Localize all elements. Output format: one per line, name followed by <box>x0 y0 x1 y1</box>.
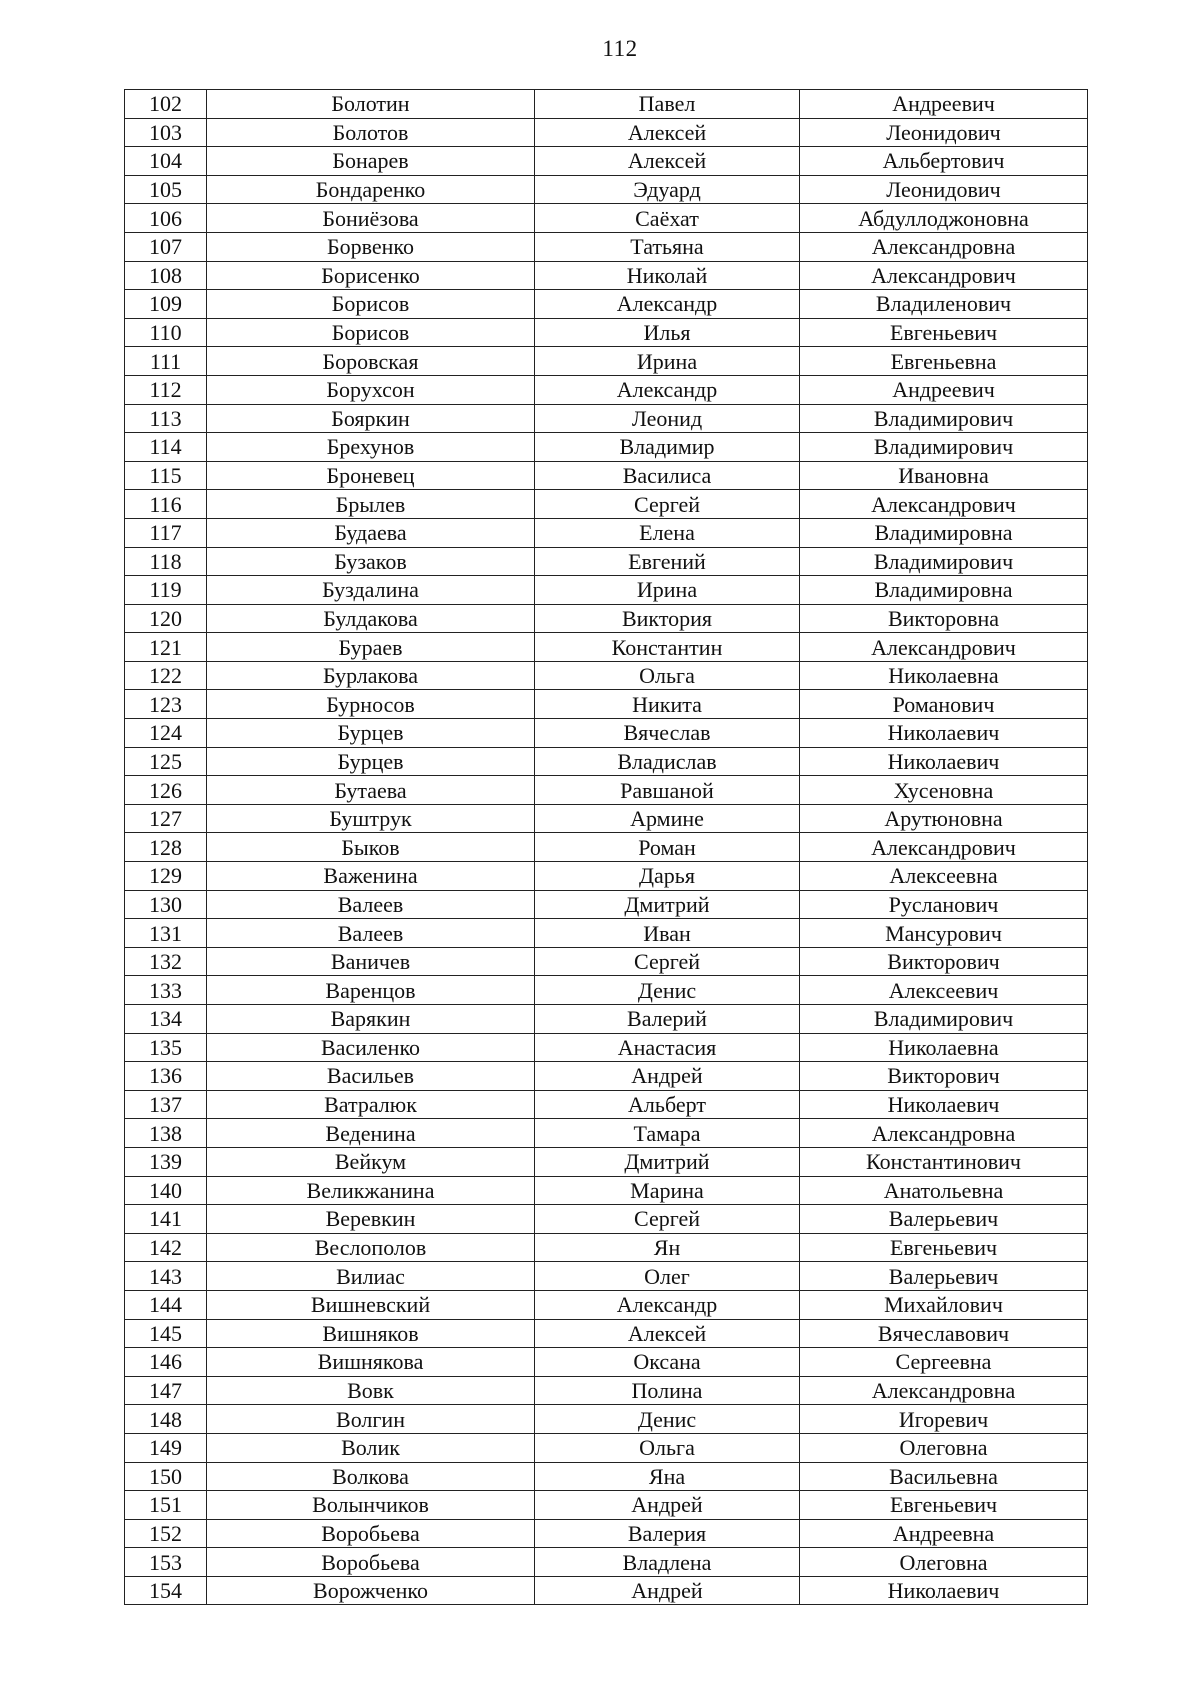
table-row <box>125 1348 1088 1377</box>
last-name-cell: Бояркин <box>207 404 535 433</box>
table-row <box>125 1090 1088 1119</box>
patronymic-cell: Валерьевич <box>800 1262 1088 1291</box>
row-number-cell: 121 <box>125 633 207 662</box>
last-name-cell: Василенко <box>207 1033 535 1062</box>
row-number-cell: 147 <box>125 1376 207 1405</box>
first-name-cell: Алексей <box>535 118 800 147</box>
first-name-cell: Ирина <box>535 576 800 605</box>
row-number-cell: 120 <box>125 604 207 633</box>
first-name-cell: Николай <box>535 261 800 290</box>
row-number-cell: 129 <box>125 862 207 891</box>
first-name-cell: Анастасия <box>535 1033 800 1062</box>
row-number-cell: 102 <box>125 90 207 119</box>
last-name-cell: Борисенко <box>207 261 535 290</box>
last-name-cell: Валеев <box>207 890 535 919</box>
last-name-cell: Вовк <box>207 1376 535 1405</box>
last-name-cell: Волгин <box>207 1405 535 1434</box>
first-name-cell: Ольга <box>535 1433 800 1462</box>
patronymic-cell: Евгеньевич <box>800 318 1088 347</box>
first-name-cell: Владимир <box>535 433 800 462</box>
row-number-cell: 109 <box>125 290 207 319</box>
row-number-cell: 135 <box>125 1033 207 1062</box>
first-name-cell: Сергей <box>535 1205 800 1234</box>
last-name-cell: Важенина <box>207 862 535 891</box>
table-row <box>125 690 1088 719</box>
last-name-cell: Бузаков <box>207 547 535 576</box>
table-row <box>125 719 1088 748</box>
first-name-cell: Денис <box>535 1405 800 1434</box>
last-name-cell: Броневец <box>207 461 535 490</box>
row-number-cell: 133 <box>125 976 207 1005</box>
table-row <box>125 976 1088 1005</box>
patronymic-cell: Викторовна <box>800 604 1088 633</box>
last-name-cell: Валеев <box>207 919 535 948</box>
first-name-cell: Константин <box>535 633 800 662</box>
patronymic-cell: Хусеновна <box>800 776 1088 805</box>
table-row <box>125 1233 1088 1262</box>
first-name-cell: Андрей <box>535 1576 800 1605</box>
row-number-cell: 137 <box>125 1090 207 1119</box>
last-name-cell: Боровская <box>207 347 535 376</box>
table-row <box>125 1376 1088 1405</box>
patronymic-cell: Алексеевич <box>800 976 1088 1005</box>
last-name-cell: Васильев <box>207 1062 535 1091</box>
first-name-cell: Алексей <box>535 1319 800 1348</box>
row-number-cell: 146 <box>125 1348 207 1377</box>
row-number-cell: 138 <box>125 1119 207 1148</box>
last-name-cell: Брехунов <box>207 433 535 462</box>
last-name-cell: Веревкин <box>207 1205 535 1234</box>
first-name-cell: Альберт <box>535 1090 800 1119</box>
table-row <box>125 261 1088 290</box>
patronymic-cell: Алексеевна <box>800 862 1088 891</box>
table-row <box>125 1119 1088 1148</box>
first-name-cell: Оксана <box>535 1348 800 1377</box>
patronymic-cell: Викторович <box>800 1062 1088 1091</box>
last-name-cell: Волкова <box>207 1462 535 1491</box>
table-row <box>125 375 1088 404</box>
row-number-cell: 152 <box>125 1519 207 1548</box>
patronymic-cell: Викторович <box>800 947 1088 976</box>
table-row <box>125 776 1088 805</box>
last-name-cell: Ворожченко <box>207 1576 535 1605</box>
first-name-cell: Ирина <box>535 347 800 376</box>
first-name-cell: Евгений <box>535 547 800 576</box>
last-name-cell: Бурлакова <box>207 661 535 690</box>
first-name-cell: Денис <box>535 976 800 1005</box>
row-number-cell: 106 <box>125 204 207 233</box>
table-row <box>125 661 1088 690</box>
patronymic-cell: Владимирович <box>800 433 1088 462</box>
patronymic-cell: Владимирович <box>800 404 1088 433</box>
table-row <box>125 518 1088 547</box>
row-number-cell: 122 <box>125 661 207 690</box>
patronymic-cell: Владимирович <box>800 1005 1088 1034</box>
last-name-cell: Варякин <box>207 1005 535 1034</box>
patronymic-cell: Николаевич <box>800 1090 1088 1119</box>
first-name-cell: Валерий <box>535 1005 800 1034</box>
patronymic-cell: Анатольевна <box>800 1176 1088 1205</box>
patronymic-cell: Владимировна <box>800 518 1088 547</box>
table-row <box>125 947 1088 976</box>
first-name-cell: Дмитрий <box>535 1147 800 1176</box>
table-row <box>125 490 1088 519</box>
table-row <box>125 404 1088 433</box>
patronymic-cell: Ивановна <box>800 461 1088 490</box>
first-name-cell: Дмитрий <box>535 890 800 919</box>
first-name-cell: Валерия <box>535 1519 800 1548</box>
first-name-cell: Павел <box>535 90 800 119</box>
table-row <box>125 290 1088 319</box>
row-number-cell: 139 <box>125 1147 207 1176</box>
first-name-cell: Яна <box>535 1462 800 1491</box>
first-name-cell: Василиса <box>535 461 800 490</box>
last-name-cell: Бондаренко <box>207 175 535 204</box>
row-number-cell: 124 <box>125 719 207 748</box>
table-row <box>125 147 1088 176</box>
patronymic-cell: Альбертович <box>800 147 1088 176</box>
first-name-cell: Равшаной <box>535 776 800 805</box>
patronymic-cell: Владимировна <box>800 576 1088 605</box>
patronymic-cell: Олеговна <box>800 1548 1088 1577</box>
last-name-cell: Будаева <box>207 518 535 547</box>
first-name-cell: Олег <box>535 1262 800 1291</box>
row-number-cell: 153 <box>125 1548 207 1577</box>
row-number-cell: 128 <box>125 833 207 862</box>
row-number-cell: 119 <box>125 576 207 605</box>
patronymic-cell: Мансурович <box>800 919 1088 948</box>
last-name-cell: Бурцев <box>207 747 535 776</box>
first-name-cell: Вячеслав <box>535 719 800 748</box>
page-number: 112 <box>602 36 638 61</box>
table-row <box>125 175 1088 204</box>
last-name-cell: Борисов <box>207 290 535 319</box>
last-name-cell: Великжанина <box>207 1176 535 1205</box>
table-row <box>125 1462 1088 1491</box>
table-row <box>125 90 1088 119</box>
row-number-cell: 103 <box>125 118 207 147</box>
table-row <box>125 1033 1088 1062</box>
first-name-cell: Полина <box>535 1376 800 1405</box>
first-name-cell: Сергей <box>535 947 800 976</box>
first-name-cell: Сергей <box>535 490 800 519</box>
last-name-cell: Буштрук <box>207 804 535 833</box>
table-row <box>125 232 1088 261</box>
first-name-cell: Алексей <box>535 147 800 176</box>
patronymic-cell: Евгеньевна <box>800 347 1088 376</box>
first-name-cell: Виктория <box>535 604 800 633</box>
last-name-cell: Бурцев <box>207 719 535 748</box>
table-row <box>125 1205 1088 1234</box>
patronymic-cell: Сергеевна <box>800 1348 1088 1377</box>
roster-table <box>124 89 1088 1605</box>
first-name-cell: Александр <box>535 290 800 319</box>
patronymic-cell: Александровна <box>800 1376 1088 1405</box>
table-row <box>125 461 1088 490</box>
table-row <box>125 433 1088 462</box>
row-number-cell: 105 <box>125 175 207 204</box>
first-name-cell: Ольга <box>535 661 800 690</box>
last-name-cell: Ваничев <box>207 947 535 976</box>
last-name-cell: Веслополов <box>207 1233 535 1262</box>
table-row <box>125 318 1088 347</box>
last-name-cell: Бониёзова <box>207 204 535 233</box>
row-number-cell: 107 <box>125 232 207 261</box>
row-number-cell: 134 <box>125 1005 207 1034</box>
patronymic-cell: Романович <box>800 690 1088 719</box>
last-name-cell: Воробьева <box>207 1548 535 1577</box>
patronymic-cell: Арутюновна <box>800 804 1088 833</box>
table-row <box>125 1519 1088 1548</box>
patronymic-cell: Александрович <box>800 633 1088 662</box>
table-row <box>125 1576 1088 1605</box>
row-number-cell: 114 <box>125 433 207 462</box>
row-number-cell: 154 <box>125 1576 207 1605</box>
patronymic-cell: Михайлович <box>800 1290 1088 1319</box>
first-name-cell: Владлена <box>535 1548 800 1577</box>
patronymic-cell: Евгеньевич <box>800 1233 1088 1262</box>
last-name-cell: Вишневский <box>207 1290 535 1319</box>
patronymic-cell: Андреевич <box>800 90 1088 119</box>
row-number-cell: 116 <box>125 490 207 519</box>
table-row <box>125 1319 1088 1348</box>
first-name-cell: Татьяна <box>535 232 800 261</box>
row-number-cell: 131 <box>125 919 207 948</box>
table-row <box>125 747 1088 776</box>
last-name-cell: Варенцов <box>207 976 535 1005</box>
first-name-cell: Илья <box>535 318 800 347</box>
row-number-cell: 117 <box>125 518 207 547</box>
table-row <box>125 118 1088 147</box>
first-name-cell: Леонид <box>535 404 800 433</box>
patronymic-cell: Васильевна <box>800 1462 1088 1491</box>
last-name-cell: Борвенко <box>207 232 535 261</box>
patronymic-cell: Александрович <box>800 261 1088 290</box>
table-row <box>125 604 1088 633</box>
last-name-cell: Волик <box>207 1433 535 1462</box>
row-number-cell: 127 <box>125 804 207 833</box>
table-row <box>125 1262 1088 1291</box>
patronymic-cell: Александрович <box>800 490 1088 519</box>
table-row <box>125 862 1088 891</box>
last-name-cell: Бураев <box>207 633 535 662</box>
first-name-cell: Андрей <box>535 1062 800 1091</box>
row-number-cell: 144 <box>125 1290 207 1319</box>
row-number-cell: 125 <box>125 747 207 776</box>
table-row <box>125 1491 1088 1520</box>
first-name-cell: Елена <box>535 518 800 547</box>
patronymic-cell: Александрович <box>800 833 1088 862</box>
table-row <box>125 1290 1088 1319</box>
row-number-cell: 126 <box>125 776 207 805</box>
first-name-cell: Ян <box>535 1233 800 1262</box>
last-name-cell: Борисов <box>207 318 535 347</box>
table-row <box>125 804 1088 833</box>
first-name-cell: Александр <box>535 375 800 404</box>
row-number-cell: 149 <box>125 1433 207 1462</box>
last-name-cell: Вишнякова <box>207 1348 535 1377</box>
patronymic-cell: Олеговна <box>800 1433 1088 1462</box>
first-name-cell: Марина <box>535 1176 800 1205</box>
row-number-cell: 140 <box>125 1176 207 1205</box>
row-number-cell: 148 <box>125 1405 207 1434</box>
last-name-cell: Вишняков <box>207 1319 535 1348</box>
patronymic-cell: Николаевич <box>800 1576 1088 1605</box>
table-row <box>125 919 1088 948</box>
patronymic-cell: Николаевна <box>800 661 1088 690</box>
first-name-cell: Дарья <box>535 862 800 891</box>
patronymic-cell: Русланович <box>800 890 1088 919</box>
table-row <box>125 1062 1088 1091</box>
row-number-cell: 110 <box>125 318 207 347</box>
patronymic-cell: Вячеславович <box>800 1319 1088 1348</box>
first-name-cell: Владислав <box>535 747 800 776</box>
row-number-cell: 145 <box>125 1319 207 1348</box>
row-number-cell: 104 <box>125 147 207 176</box>
patronymic-cell: Андреевна <box>800 1519 1088 1548</box>
table-row <box>125 576 1088 605</box>
roster-body <box>125 90 1088 1605</box>
patronymic-cell: Николаевна <box>800 1033 1088 1062</box>
table-row <box>125 633 1088 662</box>
row-number-cell: 123 <box>125 690 207 719</box>
first-name-cell: Иван <box>535 919 800 948</box>
table-row <box>125 1548 1088 1577</box>
last-name-cell: Быков <box>207 833 535 862</box>
last-name-cell: Веденина <box>207 1119 535 1148</box>
patronymic-cell: Абдуллоджоновна <box>800 204 1088 233</box>
last-name-cell: Буздалина <box>207 576 535 605</box>
row-number-cell: 142 <box>125 1233 207 1262</box>
last-name-cell: Вейкум <box>207 1147 535 1176</box>
patronymic-cell: Игоревич <box>800 1405 1088 1434</box>
table-row <box>125 347 1088 376</box>
row-number-cell: 150 <box>125 1462 207 1491</box>
first-name-cell: Тамара <box>535 1119 800 1148</box>
patronymic-cell: Владимирович <box>800 547 1088 576</box>
row-number-cell: 111 <box>125 347 207 376</box>
row-number-cell: 112 <box>125 375 207 404</box>
last-name-cell: Болотин <box>207 90 535 119</box>
table-row <box>125 1405 1088 1434</box>
row-number-cell: 141 <box>125 1205 207 1234</box>
patronymic-cell: Леонидович <box>800 175 1088 204</box>
patronymic-cell: Константинович <box>800 1147 1088 1176</box>
last-name-cell: Воробьева <box>207 1519 535 1548</box>
patronymic-cell: Николаевич <box>800 719 1088 748</box>
row-number-cell: 113 <box>125 404 207 433</box>
row-number-cell: 136 <box>125 1062 207 1091</box>
last-name-cell: Болотов <box>207 118 535 147</box>
last-name-cell: Бурносов <box>207 690 535 719</box>
row-number-cell: 108 <box>125 261 207 290</box>
first-name-cell: Андрей <box>535 1491 800 1520</box>
row-number-cell: 115 <box>125 461 207 490</box>
table-row <box>125 1176 1088 1205</box>
table-row <box>125 547 1088 576</box>
last-name-cell: Волынчиков <box>207 1491 535 1520</box>
last-name-cell: Брылев <box>207 490 535 519</box>
row-number-cell: 130 <box>125 890 207 919</box>
patronymic-cell: Владиленович <box>800 290 1088 319</box>
last-name-cell: Бонарев <box>207 147 535 176</box>
last-name-cell: Ватралюк <box>207 1090 535 1119</box>
patronymic-cell: Александровна <box>800 232 1088 261</box>
table-row <box>125 833 1088 862</box>
patronymic-cell: Евгеньевич <box>800 1491 1088 1520</box>
last-name-cell: Бутаева <box>207 776 535 805</box>
row-number-cell: 132 <box>125 947 207 976</box>
last-name-cell: Булдакова <box>207 604 535 633</box>
first-name-cell: Эдуард <box>535 175 800 204</box>
first-name-cell: Роман <box>535 833 800 862</box>
table-row <box>125 890 1088 919</box>
table-row <box>125 204 1088 233</box>
table-row <box>125 1005 1088 1034</box>
first-name-cell: Армине <box>535 804 800 833</box>
first-name-cell: Саёхат <box>535 204 800 233</box>
first-name-cell: Никита <box>535 690 800 719</box>
row-number-cell: 151 <box>125 1491 207 1520</box>
last-name-cell: Борухсон <box>207 375 535 404</box>
patronymic-cell: Леонидович <box>800 118 1088 147</box>
patronymic-cell: Александровна <box>800 1119 1088 1148</box>
table-row <box>125 1147 1088 1176</box>
first-name-cell: Александр <box>535 1290 800 1319</box>
patronymic-cell: Валерьевич <box>800 1205 1088 1234</box>
row-number-cell: 118 <box>125 547 207 576</box>
last-name-cell: Вилиас <box>207 1262 535 1291</box>
patronymic-cell: Николаевич <box>800 747 1088 776</box>
patronymic-cell: Андреевич <box>800 375 1088 404</box>
table-row <box>125 1433 1088 1462</box>
row-number-cell: 143 <box>125 1262 207 1291</box>
